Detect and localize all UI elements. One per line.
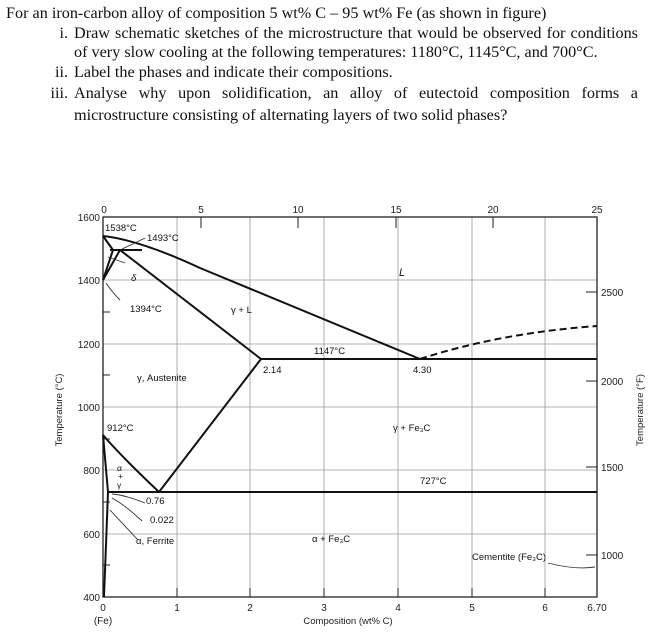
y-tick-1000: 1000 [77, 403, 100, 414]
y-tick-800: 800 [83, 466, 100, 477]
label-alpha-gamma-g: γ [117, 480, 122, 490]
y-tick-600: 600 [83, 530, 100, 541]
x-tick-0: 0 [100, 603, 106, 614]
label-alpha-gamma-plus: + [118, 471, 123, 481]
x-axis-label: Composition (wt% C) [303, 616, 393, 627]
item-number: iii. [50, 84, 68, 102]
label-gamma-plus-liquid: γ + L [231, 305, 252, 316]
x-tick-5: 5 [469, 603, 475, 614]
x-tick-3: 3 [321, 603, 327, 614]
label-austenite: γ, Austenite [137, 373, 187, 384]
x-origin-label: (Fe) [93, 616, 113, 627]
label-liquid: L [399, 267, 406, 279]
label-alpha-gamma-a: α [117, 463, 122, 473]
x-tick-6.70: 6.70 [587, 603, 607, 614]
top-tick-10: 10 [292, 205, 304, 216]
y-tick-1200: 1200 [77, 340, 100, 351]
top-tick-25: 25 [591, 205, 603, 216]
label-2.14: 2.14 [263, 365, 282, 376]
y-axis-label-celsius: Temperature (°C) [54, 373, 65, 447]
y-axis-label-fahrenheit: Temperature (°F) [635, 374, 646, 446]
top-tick-20: 20 [487, 205, 499, 216]
right-tick-2500: 2500 [601, 288, 624, 299]
item-number: i. [59, 23, 68, 42]
x-tick-4: 4 [395, 603, 401, 614]
item-number: ii. [54, 62, 68, 81]
dashed-liquidus [420, 326, 597, 359]
label-4.30: 4.30 [413, 365, 432, 376]
label-cementite: Cementite (Fe₃C) [472, 552, 547, 563]
y-tick-1400: 1400 [77, 276, 100, 287]
label-0.022: 0.022 [150, 515, 174, 526]
label-delta: δ [131, 273, 137, 284]
right-tick-2000: 2000 [601, 377, 624, 388]
label-0.76: 0.76 [146, 496, 165, 507]
label-727: 727°C [420, 476, 447, 487]
y-tick-400: 400 [83, 593, 100, 604]
label-gamma-fe3c: γ + Fe₃C [393, 423, 431, 434]
x-tick-2: 2 [247, 603, 253, 614]
label-912: 912°C [107, 423, 134, 434]
item-text: Draw schematic sketches of the microstructure that would be observed for conditions of very slow cooling at the following temperatures: 1180°C, 1145°C, and 700°C. [74, 23, 638, 61]
y-tick-1600: 1600 [77, 213, 100, 224]
right-tick-1500: 1500 [601, 463, 624, 474]
item-text: Analyse why upon solidification, an alloy of eutectoid composition forms a microstructure consisting of alternating layers of two solid phases? [74, 84, 638, 124]
label-ferrite: α, Ferrite [136, 536, 175, 547]
label-1493: 1493°C [147, 233, 179, 244]
top-tick-0: 0 [101, 205, 107, 216]
x-tick-1: 1 [174, 603, 180, 614]
label-1147: 1147°C [314, 346, 346, 357]
label-1394: 1394°C [130, 304, 162, 315]
right-tick-1000: 1000 [601, 551, 624, 562]
top-tick-15: 15 [390, 205, 402, 216]
item-text: Label the phases and indicate their compositions. [74, 62, 393, 81]
x-tick-6: 6 [542, 603, 548, 614]
label-alpha-fe3c: α + Fe₃C [312, 534, 351, 545]
question-intro: For an iron-carbon alloy of composition 5 wt% C – 95 wt% Fe (as shown in figure) [6, 4, 547, 22]
label-1538: 1538°C [105, 223, 137, 234]
top-tick-5: 5 [198, 205, 204, 216]
